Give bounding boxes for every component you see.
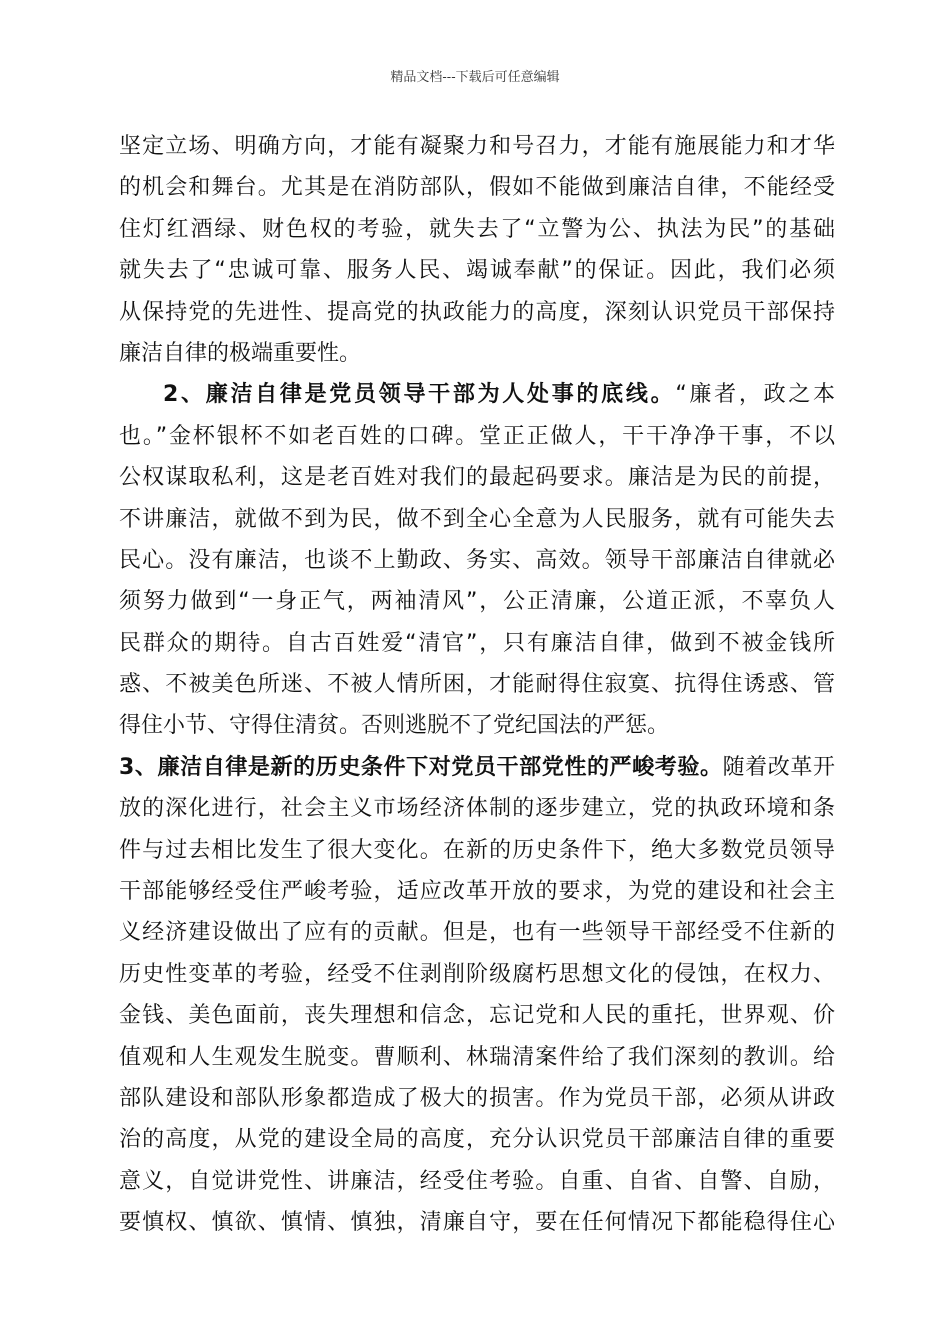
page-header: 精品文档---下载后可任意编辑 [390, 70, 560, 85]
section-heading: 3、廉洁自律是新的历史条件下对党员干部党性的严峻考验。 [119, 754, 723, 780]
text-line: 坚定立场、明确方向，才能有凝聚力和号召力，才能有施展能力和才华 [119, 134, 835, 159]
text-line: 义经济建设做出了应有的贡献。但是，也有一些领导干部经受不住新的 [119, 920, 835, 946]
text-line: 金钱、美色面前，丧失理想和信念，忘记党和人民的重托，世界观、价 [119, 1003, 835, 1029]
text-line: 得住小节、守得住清贫。否则逃脱不了党纪国法的严惩。 [119, 713, 670, 739]
text-line: 的机会和舞台。尤其是在消防部队，假如不能做到廉洁自律，不能经受 [119, 175, 835, 201]
text-line: 也。”金杯银杯不如老百姓的口碑。堂正正做人，干干净净干事，不以 [119, 423, 835, 449]
text-line: 不讲廉洁，就做不到为民，做不到全心全意为人民服务，就有可能失去 [119, 506, 835, 532]
section-heading: 2、廉洁自律是党员领导干部为人处事的底线。 [163, 382, 676, 408]
text-line: 住灯红酒绿、财色权的考验，就失去了“立警为公、执法为民”的基础 [119, 216, 835, 242]
text-line: 从保持党的先进性、提高党的执政能力的高度，深刻认识党员干部保持 [119, 299, 835, 325]
section-heading-line: 3、廉洁自律是新的历史条件下对党员干部党性的严峻考验。随着改革开 [119, 754, 835, 780]
text-line: 廉洁自律的极端重要性。 [119, 340, 362, 366]
section-heading-line: 2、廉洁自律是党员领导干部为人处事的底线。“廉者，政之本 [163, 382, 835, 408]
text-line: 件与过去相比发生了很大变化。在新的历史条件下，绝大多数党员领导 [119, 837, 835, 863]
text-line: 就失去了“忠诚可靠、服务人民、竭诚奉献”的保证。因此，我们必须 [119, 258, 835, 284]
text-line: 部队建设和部队形象都造成了极大的损害。作为党员干部，必须从讲政 [119, 1085, 835, 1111]
text-line: 民心。没有廉洁，也谈不上勤政、务实、高效。领导干部廉洁自律就必 [119, 547, 835, 573]
text-line: 惑、不被美色所迷、不被人情所困，才能耐得住寂寞、抗得住诱惑、管 [119, 672, 835, 698]
text-line: 民群众的期待。自古百姓爱“清官”，只有廉洁自律，做到不被金钱所 [119, 630, 835, 656]
document-body [119, 126, 835, 1244]
text-line: 值观和人生观发生脱变。曹顺利、林瑞清案件给了我们深刻的教训。给 [119, 1044, 835, 1070]
text-line: 须努力做到“一身正气，两袖清风”，公正清廉，公道正派，不辜负人 [119, 589, 835, 615]
text-line: 治的高度，从党的建设全局的高度，充分认识党员干部廉洁自律的重要 [119, 1127, 835, 1153]
text-line: 干部能够经受住严峻考验，适应改革开放的要求，为党的建设和社会主 [119, 879, 835, 905]
text-line: 要慎权、慎欲、慎情、慎独，清廉自守，要在任何情况下都能稳得住心 [119, 1210, 835, 1236]
text-line: 放的深化进行，社会主义市场经济体制的逐步建立，党的执政环境和条 [119, 796, 835, 822]
text-line: 历史性变革的考验，经受不住剥削阶级腐朽思想文化的侵蚀，在权力、 [119, 961, 835, 987]
text-line: 公权谋取私利，这是老百姓对我们的最起码要求。廉洁是为民的前提， [119, 465, 835, 491]
text-line: 意义，自觉讲党性、讲廉洁，经受住考验。自重、自省、自警、自励， [119, 1168, 835, 1194]
